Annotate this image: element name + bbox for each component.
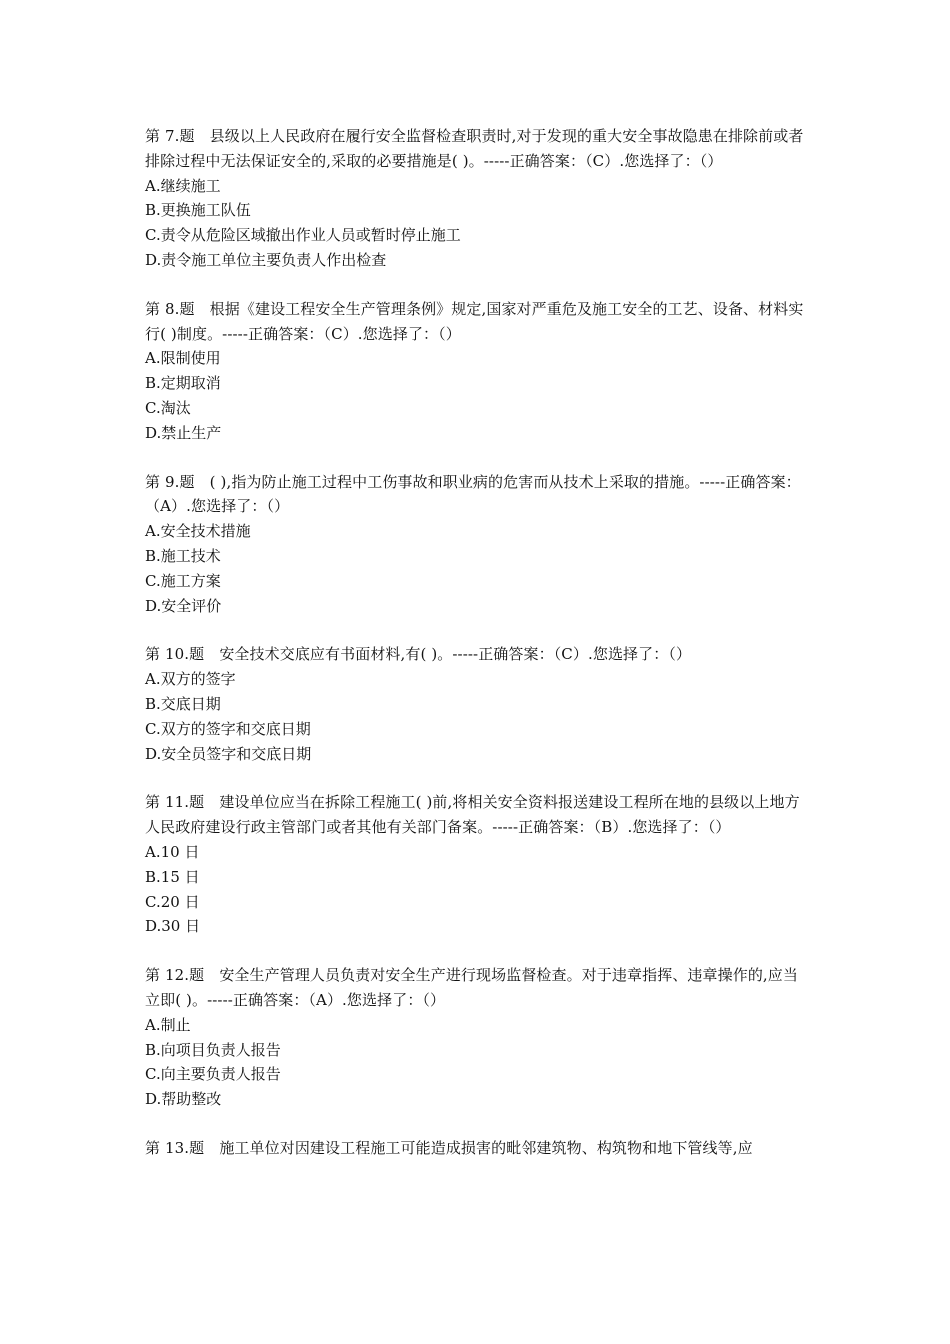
option-d: D.30 日 <box>145 917 201 936</box>
option-b: B.定期取消 <box>145 374 221 393</box>
option-a: A.限制使用 <box>145 349 221 368</box>
question-11 <box>145 790 810 939</box>
option-c: C.施工方案 <box>145 571 221 590</box>
document-page <box>145 124 810 1185</box>
option-b: B.交底日期 <box>145 694 221 713</box>
option-d: D.安全员签字和交底日期 <box>145 744 312 763</box>
option-d: D.帮助整改 <box>145 1090 222 1109</box>
option-c: C.责令从危险区域撤出作业人员或暂时停止施工 <box>145 226 461 245</box>
question-7 <box>145 124 810 273</box>
option-a: A.安全技术措施 <box>145 522 251 541</box>
option-a: A.10 日 <box>145 842 200 861</box>
option-a: A.继续施工 <box>145 176 221 195</box>
option-d: D.责令施工单位主要负责人作出检查 <box>145 250 387 269</box>
question-text: 第 7.题 县级以上人民政府在履行安全监督检查职责时,对于发现的重大安全事故隐患在排除前或者排除过程中无法保证安全的,采取的必要措施是( )。-----正确答案：（C）.您选择了：（） <box>145 127 804 170</box>
option-a: A.双方的签字 <box>145 670 236 689</box>
option-c: C.向主要负责人报告 <box>145 1065 281 1084</box>
option-b: B.更换施工队伍 <box>145 201 251 220</box>
question-text: 第 9.题 ( ),指为防止施工过程中工伤事故和职业病的危害而从技术上采取的措施。-----正确答案：（A）.您选择了：（） <box>145 472 801 516</box>
option-c: C.20 日 <box>145 892 200 911</box>
question-9 <box>145 470 810 619</box>
option-b: B.向项目负责人报告 <box>145 1040 281 1059</box>
option-a: A.制止 <box>145 1015 191 1034</box>
question-text: 第 12.题 安全生产管理人员负责对安全生产进行现场监督检查。对于违章指挥、违章操作的,应当立即( )。-----正确答案：（A）.您选择了：（） <box>145 966 798 1009</box>
option-c: C.双方的签字和交底日期 <box>145 719 311 738</box>
question-text: 第 13.题 施工单位对因建设工程施工可能造成损害的毗邻建筑物、构筑物和地下管线等,应 <box>145 1138 753 1157</box>
question-13 <box>145 1136 810 1161</box>
question-12 <box>145 963 810 1112</box>
question-text: 第 10.题 安全技术交底应有书面材料,有( )。-----正确答案：（C）.您选择了：（） <box>145 645 692 664</box>
option-b: B.施工技术 <box>145 546 221 565</box>
option-b: B.15 日 <box>145 867 200 886</box>
option-d: D.禁止生产 <box>145 423 222 442</box>
question-10 <box>145 642 810 766</box>
question-text: 第 8.题 根据《建设工程安全生产管理条例》规定,国家对严重危及施工安全的工艺、设备、材料实行( )制度。-----正确答案：（C）.您选择了：（） <box>145 299 804 343</box>
option-d: D.安全评价 <box>145 596 222 615</box>
question-text: 第 11.题 建设单位应当在拆除工程施工( )前,将相关安全资料报送建设工程所在地的县级以上地方人民政府建设行政主管部门或者其他有关部门备案。-----正确答案：（B）.您选择了：（） <box>145 793 800 837</box>
question-8 <box>145 297 810 446</box>
option-c: C.淘汰 <box>145 398 191 417</box>
